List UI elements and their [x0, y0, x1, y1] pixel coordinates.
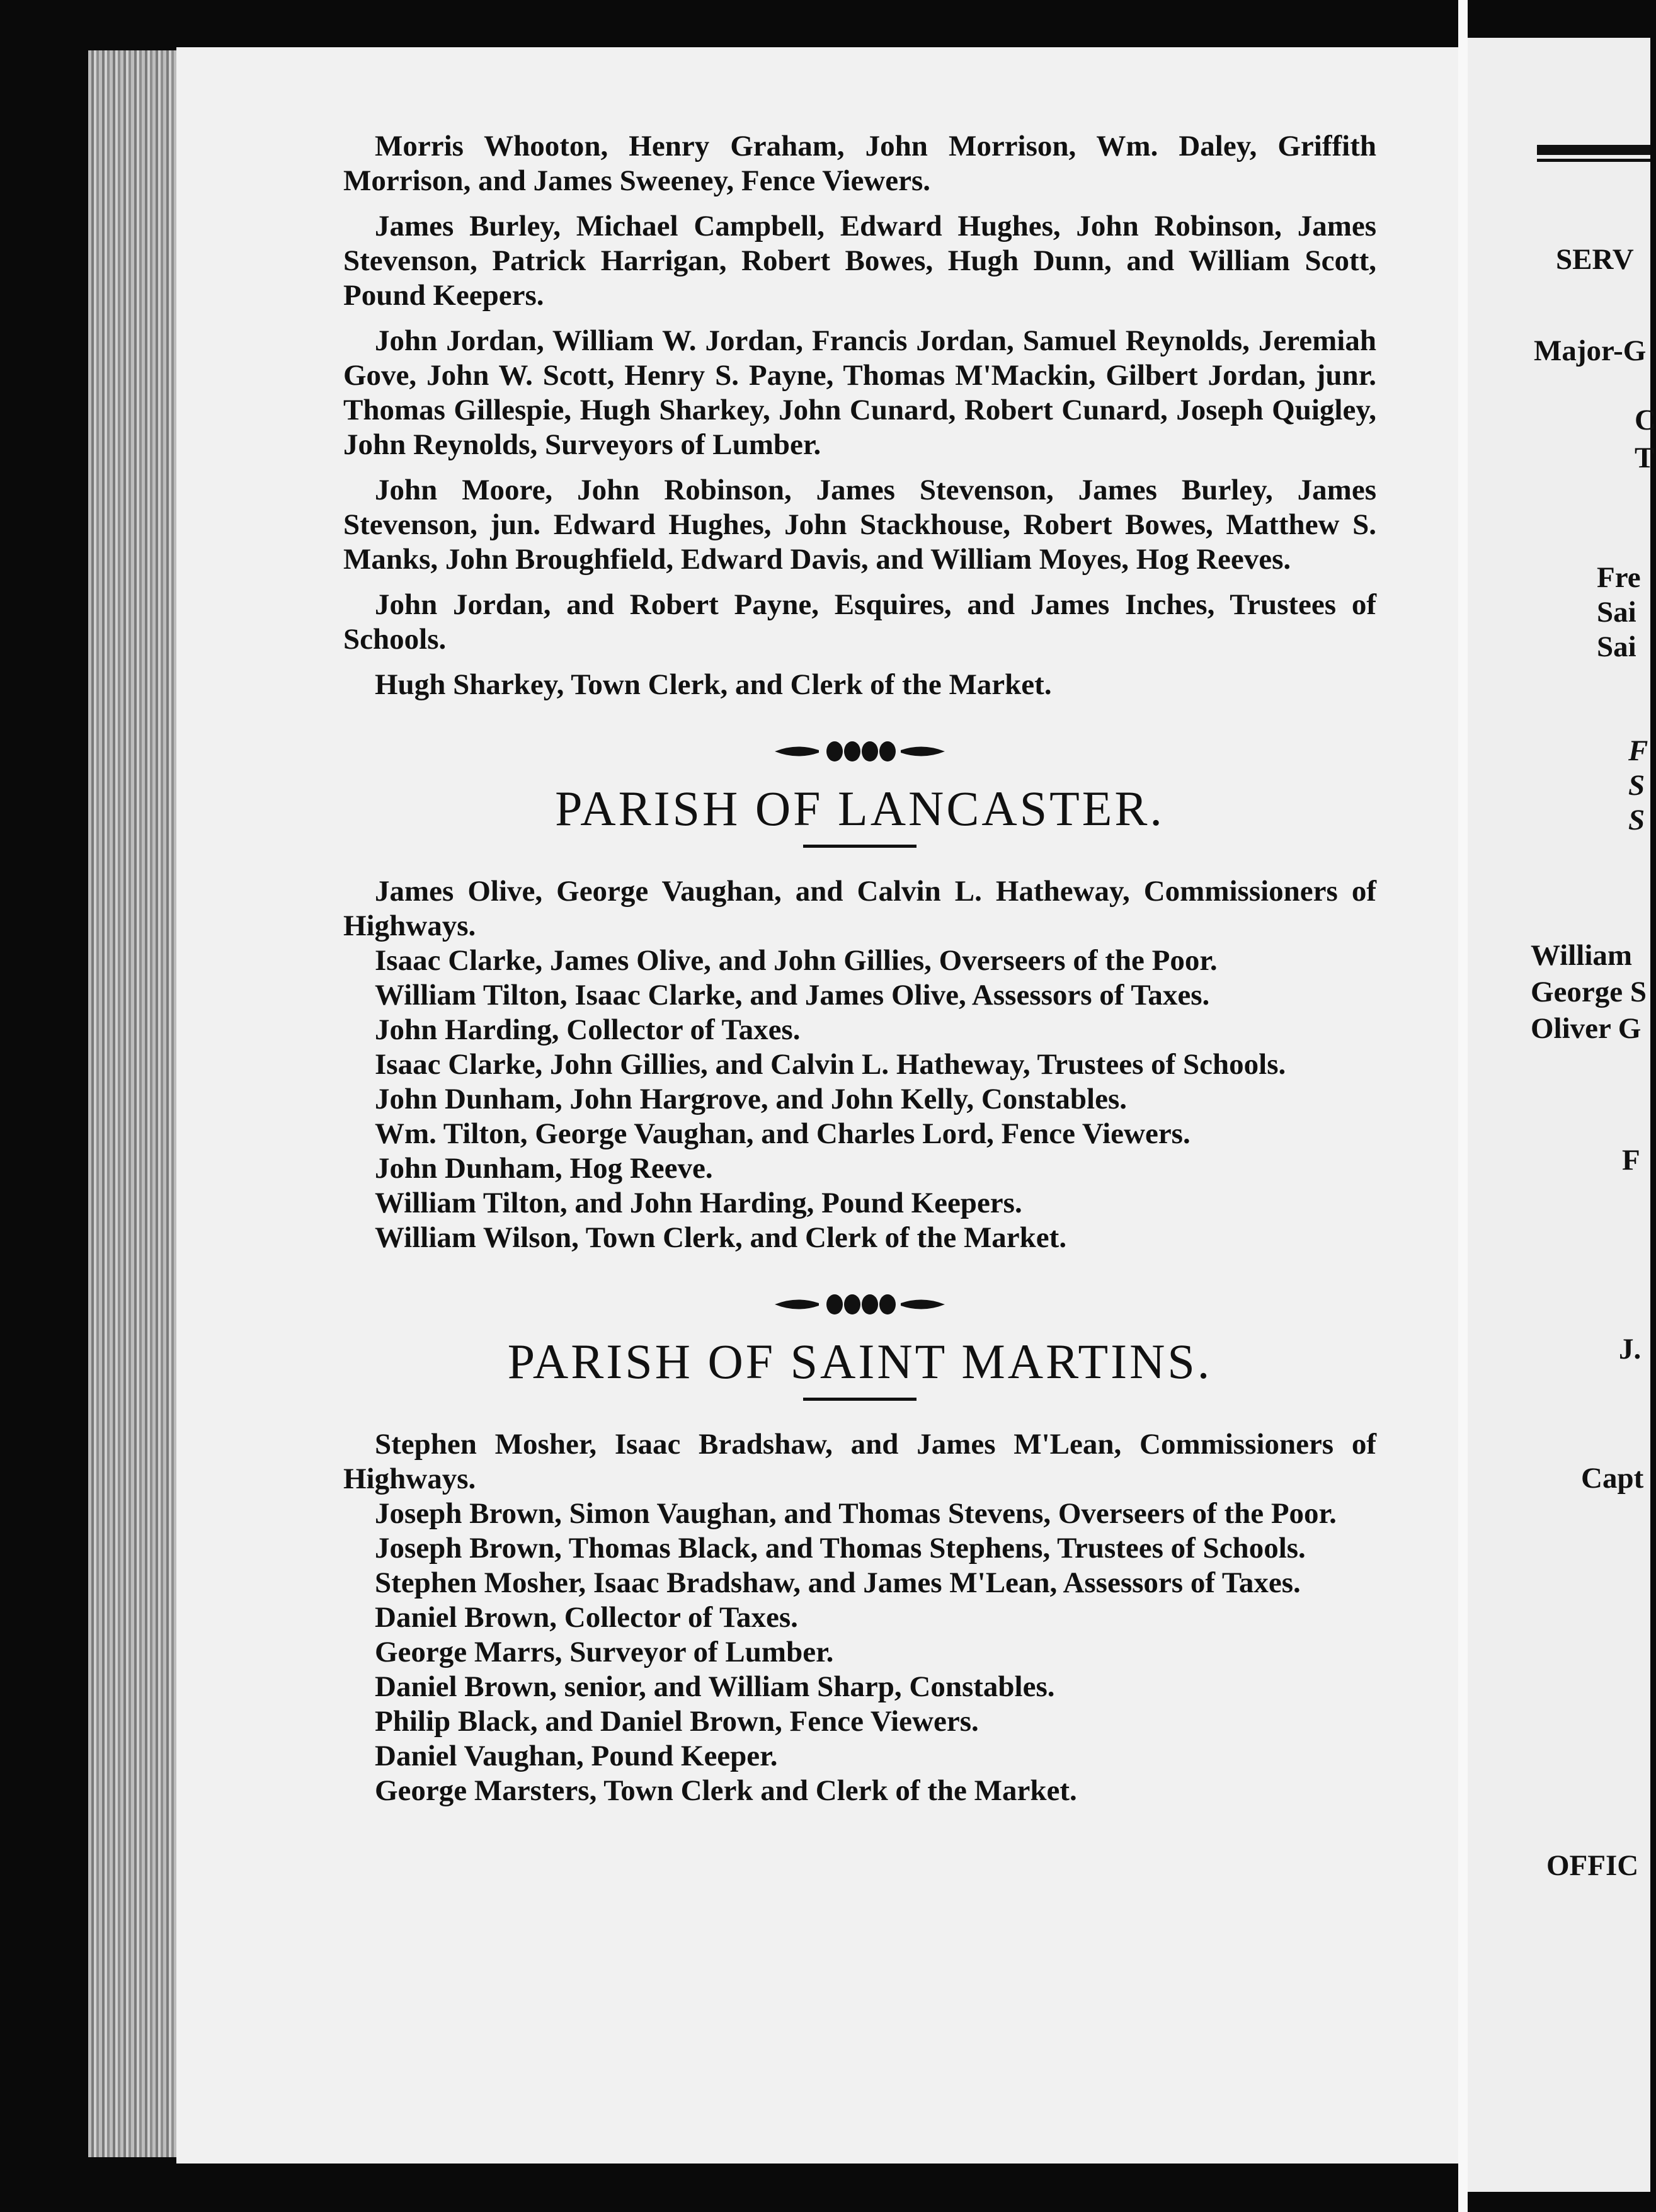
paragraph-town-clerk: Hugh Sharkey, Town Clerk, and Clerk of the Market.	[375, 668, 1052, 701]
saint-martins-entry: Joseph Brown, Thomas Black, and Thomas Stephens, Trustees of Schools.	[375, 1532, 1306, 1565]
lancaster-entry: John Dunham, John Hargrove, and John Kelly, Constables.	[375, 1083, 1127, 1115]
lancaster-entry: Isaac Clarke, James Olive, and John Gillies, Overseers of the Poor.	[375, 944, 1218, 977]
facing-fragment: OFFIC	[1546, 1849, 1639, 1882]
facing-fragment: T	[1635, 442, 1655, 474]
facing-fragment: Capt	[1581, 1462, 1644, 1495]
ornament-divider	[343, 739, 1376, 764]
ornament-icon	[772, 1292, 948, 1317]
lancaster-entry: William Wilson, Town Clerk, and Clerk of the Market.	[375, 1221, 1067, 1254]
paragraph-surveyors-of-lumber: John Jordan, William W. Jordan, Francis Jordan, Samuel Reynolds, Jeremiah Gove, John W. Scott, Henry S. Payne, Thomas M'Mackin, Gilbert Jordan, junr. Thomas Gillespie, Hugh Sharkey, John Cunard, Robert Cunard, Joseph Quigley, John Reynolds, Surveyors of Lumber.	[343, 324, 1376, 461]
heading-parish-of-lancaster: PARISH OF LANCASTER.	[555, 781, 1165, 836]
facing-fragment: Sai	[1597, 596, 1636, 629]
ornament-divider	[343, 1292, 1376, 1317]
facing-fragment: Sai	[1597, 630, 1636, 663]
facing-fragment: J.	[1619, 1333, 1642, 1365]
lancaster-entry: William Tilton, and John Harding, Pound Keepers.	[375, 1187, 1022, 1219]
heading-underline	[803, 845, 917, 848]
facing-fragment: Oliver G	[1531, 1012, 1642, 1045]
lancaster-entry: John Harding, Collector of Taxes.	[375, 1013, 801, 1046]
saint-martins-entry: Stephen Mosher, Isaac Bradshaw, and James M'Lean, Commissioners of Highways.	[343, 1428, 1376, 1495]
page-edge	[88, 50, 183, 2157]
ornament-icon	[772, 739, 948, 764]
facing-fragment: William	[1531, 939, 1633, 972]
facing-fragment: C	[1635, 404, 1656, 436]
saint-martins-entry: George Marrs, Surveyor of Lumber.	[375, 1636, 834, 1668]
heading-underline	[803, 1398, 917, 1401]
facing-fragment: F	[1628, 734, 1648, 767]
saint-martins-entry: George Marsters, Town Clerk and Clerk of the Market.	[375, 1774, 1077, 1807]
saint-martins-entry: Daniel Brown, senior, and William Sharp, Constables.	[375, 1670, 1055, 1703]
paragraph-hog-reeves: John Moore, John Robinson, James Stevenson, James Burley, James Stevenson, jun. Edward Hughes, John Stackhouse, Robert Bowes, Matthew S. Manks, John Broughfield, Edward Davis, and William Moyes, Hog Reeves.	[343, 474, 1376, 576]
paragraph-fence-viewers: Morris Whooton, Henry Graham, John Morrison, Wm. Daley, Griffith Morrison, and James Sweeney, Fence Viewers.	[343, 130, 1376, 197]
facing-fragment: Major-G	[1534, 334, 1647, 367]
paragraph-trustees-of-schools: John Jordan, and Robert Payne, Esquires, and James Inches, Trustees of Schools.	[343, 588, 1376, 656]
page-text	[343, 129, 1376, 1808]
lancaster-entry: Wm. Tilton, George Vaughan, and Charles Lord, Fence Viewers.	[375, 1117, 1191, 1150]
facing-page-rule	[1537, 145, 1650, 155]
lancaster-entry: James Olive, George Vaughan, and Calvin L. Hatheway, Commissioners of Highways.	[343, 875, 1376, 942]
lancaster-entry: Isaac Clarke, John Gillies, and Calvin L. Hatheway, Trustees of Schools.	[375, 1048, 1286, 1081]
heading-parish-of-saint-martins: PARISH OF SAINT MARTINS.	[507, 1334, 1213, 1389]
saint-martins-entry: Joseph Brown, Simon Vaughan, and Thomas Stevens, Overseers of the Poor.	[375, 1497, 1337, 1530]
saint-martins-entry: Daniel Brown, Collector of Taxes.	[375, 1601, 798, 1634]
paragraph-pound-keepers: James Burley, Michael Campbell, Edward Hughes, John Robinson, James Stevenson, Patrick Harrigan, Robert Bowes, Hugh Dunn, and William Scott, Pound Keepers.	[343, 210, 1376, 312]
facing-fragment: SERV	[1556, 243, 1634, 276]
saint-martins-entry: Daniel Vaughan, Pound Keeper.	[375, 1740, 778, 1772]
saint-martins-entry: Philip Black, and Daniel Brown, Fence Viewers.	[375, 1705, 979, 1738]
facing-fragment: Fre	[1597, 561, 1641, 594]
saint-martins-entry: Stephen Mosher, Isaac Bradshaw, and James M'Lean, Assessors of Taxes.	[375, 1566, 1301, 1599]
facing-fragment: S	[1628, 804, 1645, 836]
lancaster-entry: John Dunham, Hog Reeve.	[375, 1152, 713, 1185]
lancaster-entry: William Tilton, Isaac Clarke, and James Olive, Assessors of Taxes.	[375, 979, 1210, 1012]
facing-fragment: George S	[1531, 976, 1647, 1008]
facing-fragment: F	[1622, 1144, 1640, 1177]
facing-fragment: S	[1628, 769, 1645, 802]
book-gutter	[1458, 0, 1468, 2212]
facing-page-rule-thin	[1537, 159, 1650, 162]
